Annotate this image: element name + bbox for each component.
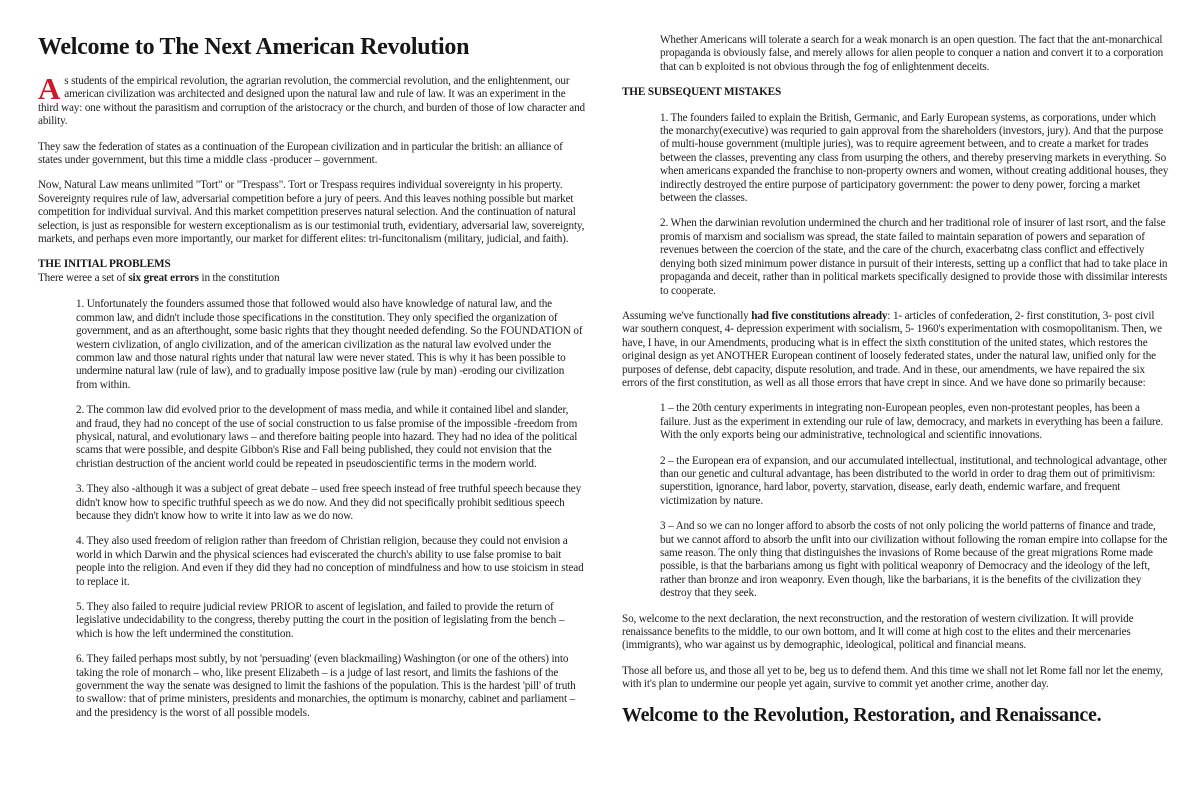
closing-paragraph-1: So, welcome to the next declaration, the next reconstruction, and the restoration of western civilization. It will provide renaissance benefits to the middle, to our own bottom, and It will come at high cost to the elites and their mercenaries (immigrants), who war against us by demographic, ideological, political and financial means.: [622, 612, 1134, 652]
error-item-5: 5. They also failed to require judicial review PRIOR to ascent of legislation, and failed to provide the return of legislative undecidability to the congress, thereby putting the court in the position of legislating from the bench – which is how the left undermined the constitution.: [76, 601, 565, 640]
five-constitutions-bold: had five constitutions already: [751, 309, 888, 322]
intro-line-bold: six great errors: [128, 271, 199, 284]
error-item-3: 3. They also -although it was a subject of great debate – used free speech instead of free truthful speech because they didn't know how to specific truthful speech as we do now. And they did not specifically prohibit seditious speech because they didn't know how to write it into law as we do now.: [76, 483, 582, 522]
intro-paragraph-text: s students of the empirical revolution, the agrarian revolution, the commercial revolution, and the enlightenment, our american civilization was architected and designed upon the natural law and rule of law. It was an experiment in the third way: one without the parasitism and corruption of the aristocracy or the church, and burden of those of low character and ability.: [38, 75, 585, 128]
left-column: [38, 34, 586, 732]
five-constitutions-prefix: Assuming we've functionally: [622, 309, 752, 322]
document-title: Welcome to The Next American Revolution: [38, 34, 470, 60]
continuation-paragraph: Whether Americans will tolerate a search for a weak monarch is an open question. The fact that the ant-monarchical propaganda is obviously false, and merely allows for alien people to conquer a nation and convert it to a corporation that can b exploited is not obvious through the fog of enlightenment deceits.: [660, 34, 1164, 73]
right-column: [622, 34, 1170, 732]
because-item-2: 2 – the European era of expansion, and our accumulated intellectual, institutional, and technological advantage, other than our genetic and cultural advantage, has been distributed to the world in order to drag them out of primitivism: superstition, ignorance, hard labor, poverty, starvation, disease, early death, endemic warfare, and frequent victimization by nature.: [660, 454, 1167, 507]
intro-line-suffix: in the constitution: [198, 271, 280, 284]
because-item-1: 1 – the 20th century experiments in integrating non-European peoples, even non-protestant peoples, has been a failure. Just as the experiment in extending our rule of law, democracy, and markets in everything has been a failure. With the only exports being our administrative, technological and scientific innovations.: [660, 402, 1164, 442]
paragraph-five-constitutions: [622, 310, 1170, 390]
paragraph-federation: They saw the federation of states as a continuation of the European civilization and in particular the british: an alliance of states under government, but this time a middle class -producer – government.: [38, 140, 563, 167]
section-heading-subsequent-mistakes: THE SUBSEQUENT MISTAKES: [622, 86, 782, 99]
final-heading: Welcome to the Revolution, Restoration, and Renaissance.: [622, 703, 1102, 726]
error-item-6: 6. They failed perhaps most subtly, by not 'persuading' (even blackmailing) Washington (or one of the others) into taking the role of monarch – who, like present Elizabeth – is a judge of last resort, and limits the fashions of the government the way the senate was designed to limit the fashions of the population. This is the hardest 'pill' of truth to swallow: that of prime ministers, presidents and monarchies, the optimum is monarchy, cabinet and parliament – and the presidency is the worst of all possible models.: [76, 653, 576, 719]
paragraph-natural-law: Now, Natural Law means unlimited "Tort" or "Trespass". Tort or Trespass requires individual sovereignty in his property. Sovereignty requires rule of law, adversarial competition before a jury of peers. And this leaves nothing possible but market competition for individual survival. And this market competition preserves natural selection. And the continuation of natural selection, is just as responsible for western exceptionalism as is our testimonial truth, evidentiary, adversarial law, sovereignty, markets, and perhaps even more importantly, our market for different elites: tri-funcitonalism (military, judicial, and faith).: [38, 179, 585, 246]
intro-paragraph: [38, 71, 586, 129]
initial-problems-intro: [38, 272, 586, 285]
section-heading-initial-problems: THE INITIAL PROBLEMS: [38, 258, 171, 271]
drop-cap: A: [38, 71, 61, 106]
mistake-item-2: 2. When the darwinian revolution undermined the church and her traditional role of insurer of last rsort, and the false promis of marxism and socialism was spread, the state failed to maintain separation of powers and separation of revenues between the coercion of the state, and the care of the church, exacerbatng class conflict and effectively denying both sized minimum power distance in pursuit of their interests, setting up a conflict that had to take place in propaganda and deceit, rather than in political markets specifically designed to provide those with dissimilar interests to cooperate.: [660, 217, 1168, 297]
because-item-3: 3 – And so we can no longer afford to absorb the costs of not only policing the world patterns of finance and trade, but we cannot afford to absorb the unfit into our civilization without following the roman empire into collapse for the same reason. The only thing that distinguishes the invasions of Rome because of the great migrations Rome made possible, is that the barbarians among us fight with political weaponry of Democracy and the ideology of the left, rather than bronze and iron weaponry. Even though, like the barbarians, it is the benefits of the civilization they destroy that they seek.: [660, 520, 1168, 600]
error-item-4: 4. They also used freedom of religion rather than freedom of Christian religion, because they could not envision a world in which Darwin and the physical sciences had eviscerated the church's ability to use false promise to bait people into the religion. And even if they did they had no conception of mindfulness and how to use stoicism in stead to replace it.: [76, 535, 584, 588]
error-item-2: 2. The common law did evolved prior to the development of mass media, and while it contained libel and slander, and fraud, they had no concept of the use of social construction to us false promise of the impossible -freedom from physical, natural, and evolutionary laws – and therefore baiting people into hazard. They had no idea of the political scams that were possible, and despite Gibbon's Rise and Fall being published, they could not envision that the christian destruction of the ancient world could be repeated in pseudoscientific terms in the modern world.: [76, 404, 578, 470]
mistake-item-1: 1. The founders failed to explain the British, Germanic, and Early European systems, as corporations, under which the monarchy(executive) was requried to gain approval from the shareholders (investors, jury). And that the purpose of multi-house government (multiple juries), was to require agreement between, and to create a market for trades between the classes, preventing any class from usurping the others, and thereby preserving markets in everything. So when americans expanded the franchise to non-property owners and women, without creating additional houses, they indirectly destroyed the entire purpose of participatory government: the power to deny power, forcing a market between the classes.: [660, 111, 1169, 205]
five-constitutions-suffix: : 1- articles of confederation, 2- first constitution, 3- post civil war southern conquest, 4- depression experiment with socialism, 5- 1960's experimentation with cosmopolitanism. Then, we have, I have, in our Amendments, producing what is in effect the sixth constitution of the united states, which restores the original design as yet ANOTHER European continent of loosely federated states, under the natural law, unified only for the purposes of defense, debt capacity, dispute resolution, and trade. And in these, our amendments, we have repaired the six errors of the first constitution, as well as all those errors that have crept in since. And we have done so primarily because:: [622, 309, 1162, 389]
intro-line-prefix: There weree a set of: [38, 271, 129, 284]
error-item-1: 1. Unfortunately the founders assumed those that followed would also have knowledge of natural law, and the common law, and didn't include those specifications in the constitution. They only specified the organization of government, and as an afterthought, some basic rights that they thought needed defending. So the FOUNDATION of western civlization, of anglo civilization, and of the american civilization as the natural law evolved under the common law and those natural rights under that natural law were never stated. This is why it has been possible to undermine natural law (rule of law), and to gradually impose positive law (rule by man) -eroding our civilization from within.: [76, 298, 583, 391]
closing-paragraph-2: Those all before us, and those all yet to be, beg us to defend them. And this time we shall not let Rome fall nor let the enemy, with it's plan to undermine our people yet again, survive to commit yet another crime, another day.: [622, 664, 1163, 691]
